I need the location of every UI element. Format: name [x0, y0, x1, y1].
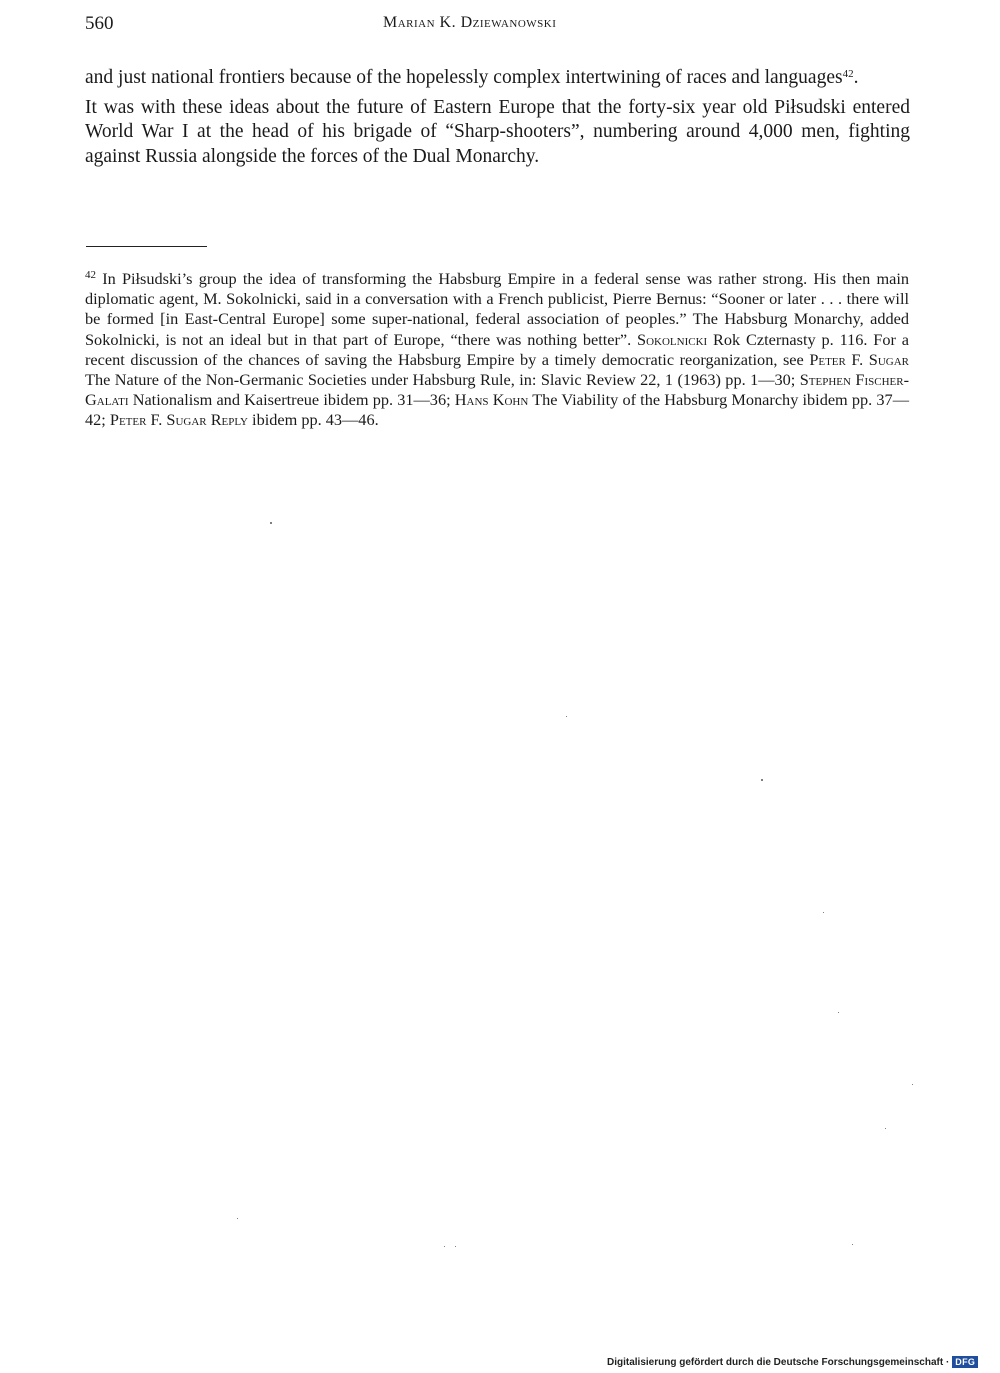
paragraph: It was with these ideas about the future of Eastern Europe that the forty-six year old Piłsudski entered World War I at the head of his brigade of “Sharp-shooters”, numbering around 4,000 men, fighting against Russia alongside the forces of the Dual Monarchy. — [85, 96, 910, 167]
scan-speck — [566, 716, 567, 717]
main-text — [85, 66, 910, 174]
footnote-number: 42 — [85, 269, 96, 281]
paragraph-continued-end: . — [853, 67, 859, 88]
footnote-text: Nationalism and Kaisertreue ibidem pp. 31—36; — [128, 390, 455, 410]
page-number: 560 — [85, 13, 114, 34]
footnote-text: The Viability of the Habsburg Monarchy ibidem pp. 37—42; — [85, 390, 909, 430]
scan-speck — [885, 1128, 886, 1129]
author-name: Stephen Fischer-Galati — [85, 370, 909, 410]
author-name: Peter F. Sugar — [809, 349, 910, 369]
footnote-text: In Piłsudski’s group the idea of transforming the Habsburg Empire in a federal sense was rather strong. His then main diplomatic agent, M. Sokolnicki, said in a conversation with a French publicist, Pierre Bernus: “Sooner or later . . . there will be formed [in East-Central Europe] some super-national, federal association of peoples.” The Habsburg Monarchy, added Sokolnicki, is not an ideal but in that part of Europe, “there was nothing better”. — [85, 269, 909, 349]
scan-speck — [761, 779, 763, 781]
scan-speck — [912, 1084, 913, 1085]
scan-speck — [444, 1246, 445, 1247]
footnote-separator — [86, 246, 207, 247]
dfg-logo: DFG — [952, 1356, 978, 1368]
footnote-text: The Nature of the Non-Germanic Societies under Habsburg Rule, in: Slavic Review 22, 1 (1963) pp. 1—30; — [85, 370, 800, 390]
footnote-text: Rok Czternasty p. 116. For a recent discussion of the chances of saving the Habsburg Empire by a timely democratic reorganization, see — [85, 329, 909, 369]
scan-speck — [823, 912, 824, 913]
running-head: Marian K. Dziewanowski — [383, 14, 557, 31]
scan-speck — [838, 1012, 839, 1013]
footnote-reference[interactable]: 42 — [842, 68, 854, 80]
paragraph-continued — [85, 66, 910, 91]
scan-speck — [237, 1218, 238, 1219]
author-name: Hans Kohn — [454, 390, 529, 410]
author-name: Sokolnicki — [637, 329, 708, 349]
author-name: Peter F. Sugar Reply — [109, 410, 248, 430]
paragraph-continued-text: and just national frontiers because of the hopelessly complex intertwining of races and languages — [85, 67, 843, 88]
footnote — [85, 269, 909, 431]
scan-speck — [852, 1244, 853, 1245]
digitization-credit-text: Digitalisierung gefördert durch die Deutsche Forschungsgemeinschaft · — [607, 1357, 950, 1368]
digitization-credit — [607, 1356, 978, 1368]
scan-speck — [270, 522, 272, 524]
scan-speck — [455, 1246, 456, 1247]
footnote-text: ibidem pp. 43—46. — [247, 410, 379, 430]
